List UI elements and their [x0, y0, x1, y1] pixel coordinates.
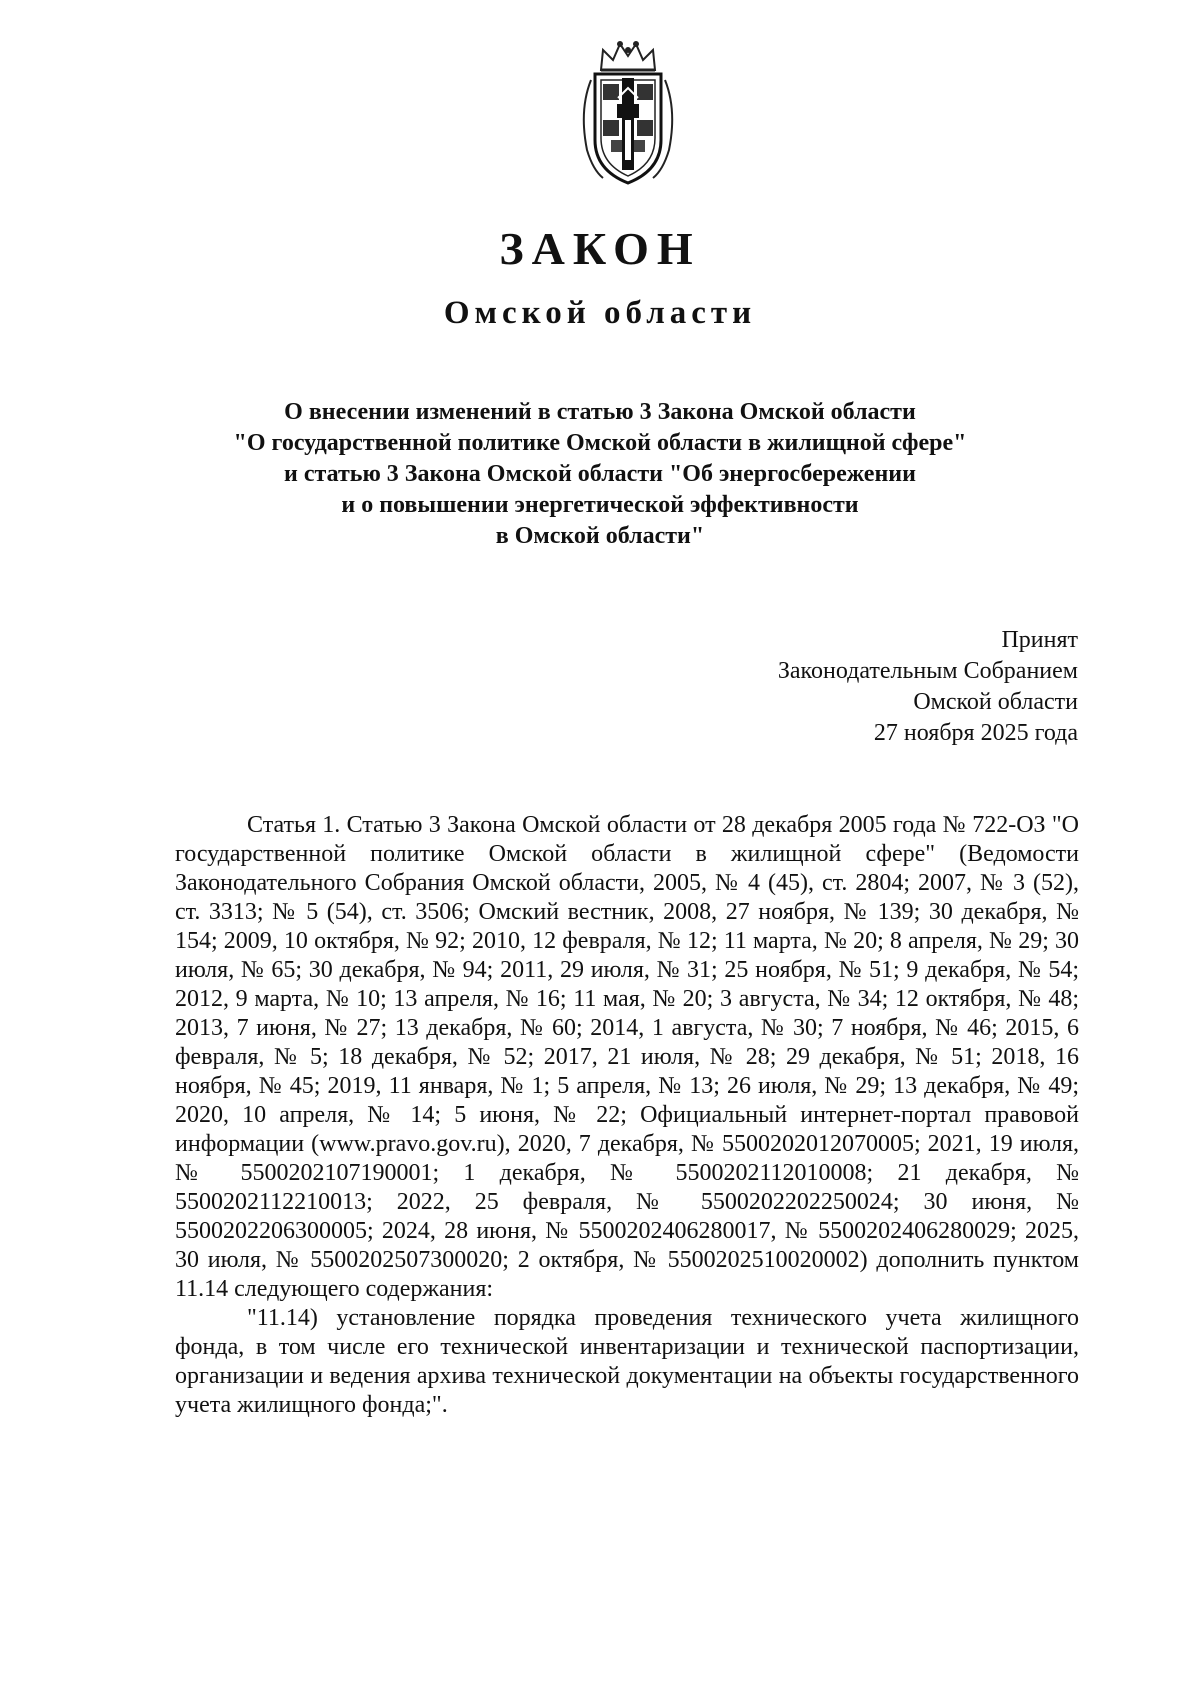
subject-line: и о повышении энергетической эффективности [341, 492, 859, 518]
subject-line: в Омской области" [495, 523, 705, 549]
subject-line: О внесении изменений в статью 3 Закона Омской области [284, 399, 916, 425]
law-subject [160, 397, 1040, 552]
adoption-line: Омской области [913, 689, 1078, 715]
subject-line: "О государственной политике Омской области в жилищной сфере" [233, 430, 967, 456]
adoption-line: Законодательным Собранием [777, 658, 1078, 684]
article-1-text: Статья 1. Статью 3 Закона Омской области от 28 декабря 2005 года № 722-ОЗ "О государственной политике Омской области в жилищной сфере" (Ведомости Законодательного Собрания Омской области, 2005, № 4 (45), ст. 2804; 2007, № 3 (52), ст. 3313; № 5 (54), ст. 3506; Омский вестник, 2008, 27 ноября, № 139; 30 декабря, № 154; 2009, 10 октября, № 92; 2010, 12 февраля, № 12; 11 марта, № 20; 8 апреля, № 29; 30 июля, № 65; 30 декабря, № 94; 2011, 29 июля, № 31; 25 ноября, № 51; 9 декабря, № 54; 2012, 9 марта, № 10; 13 апреля, № 16; 11 мая, № 20; 3 августа, № 34; 12 октября, № 48; 2013, 7 июня, № 27; 13 декабря, № 60; 2014, 1 августа, № 30; 7 ноября, № 46; 2015, 6 февраля, № 5; 18 декабря, № 52; 2017, 21 июля, № 28; 29 декабря, № 51; 2018, 16 ноября, № 45; 2019, 11 января, № 1; 5 апреля, № 13; 26 июля, № 29; 13 декабря, № 49; 2020, 10 апреля, № 14; 5 июня, № 22; Официальный интернет-портал правовой информации (www.pravo.gov.ru), 2020, 7 декабря, № 5500202012070005; 2021, 19 июля, № 5500202107190001; 1 декабря, № 5500202112010008; 21 декабря, № 5500202112210013; 2022, 25 февраля, № 5500202202250024; 30 июня, № 5500202206300005; 2024, 28 июня, № 5500202406280017, № 5500202406280029; 2025, 30 июля, № 5500202507300020; 2 октября, № 5500202510020002) дополнить пунктом 11.14 следующего содержания: [175, 812, 1079, 1302]
subject-line: и статью 3 Закона Омской области "Об энергосбережении [284, 461, 916, 487]
law-title: ЗАКОН [499, 223, 701, 274]
region-title: Омской области [443, 295, 757, 331]
adoption-date: 27 ноября 2025 года [873, 720, 1078, 746]
omsk-coat-of-arms-icon [573, 40, 683, 185]
adoption-block [778, 625, 1078, 749]
adoption-line: Принят [1001, 627, 1078, 653]
article-body [175, 811, 1079, 1420]
article-1-point: "11.14) установление порядка проведения технического учета жилищного фонда, в том числе его технической инвентаризации и технической паспортизации, организации и ведения архива технической документации на объекты государственного учета жилищного фонда;". [175, 1305, 1079, 1418]
